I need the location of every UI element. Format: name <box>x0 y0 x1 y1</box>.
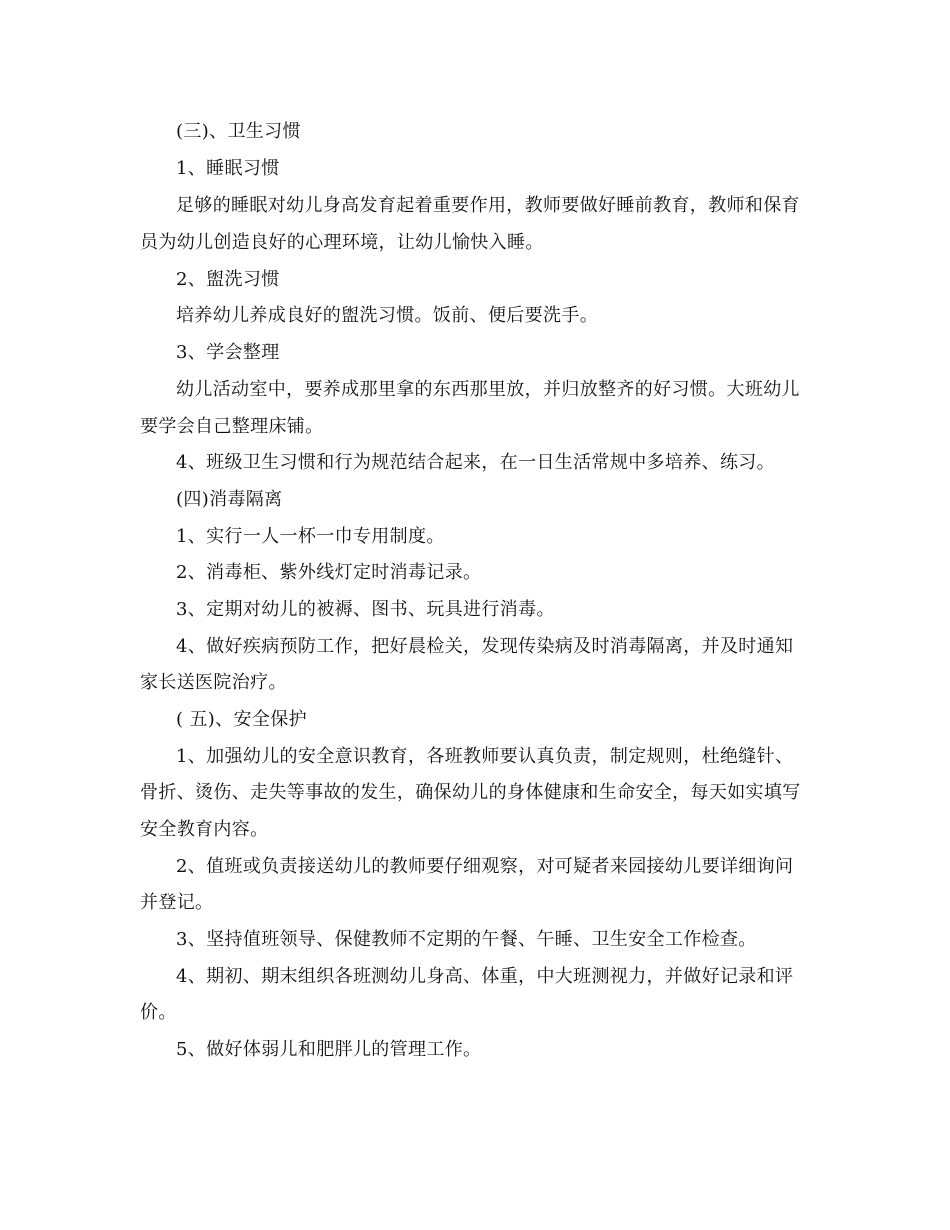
paragraph-line: 员为幼儿创造良好的心理环境，让幼儿愉快入睡。 <box>140 232 544 253</box>
section-heading-hygiene: (三)、卫生习惯 <box>176 121 301 142</box>
paragraph-line: 要学会自己整理床铺。 <box>140 416 324 437</box>
list-item: 2、消毒柜、紫外线灯定时消毒记录。 <box>176 562 482 583</box>
list-item: 4、做好疾病预防工作，把好晨检关，发现传染病及时消毒隔离，并及时通知 <box>176 636 794 657</box>
list-item: 5、做好体弱儿和肥胖儿的管理工作。 <box>176 1039 482 1060</box>
paragraph-line: 价。 <box>140 1002 177 1023</box>
list-item: 2、值班或负责接送幼儿的教师要仔细观察，对可疑者来园接幼儿要详细询问 <box>176 856 794 877</box>
paragraph-line: 安全教育内容。 <box>140 819 269 840</box>
paragraph-line: 骨折、烫伤、走失等事故的发生，确保幼儿的身体健康和生命安全，每天如实填写 <box>140 782 801 803</box>
list-item: 1、加强幼儿的安全意识教育，各班教师要认真负责，制定规则，杜绝缝针、 <box>176 746 794 767</box>
item-tidying: 3、学会整理 <box>176 342 280 363</box>
item-washing-habit: 2、盥洗习惯 <box>176 269 280 290</box>
paragraph-line: 4、班级卫生习惯和行为规范结合起来，在一日生活常规中多培养、练习。 <box>176 452 775 473</box>
paragraph-line: 幼儿活动室中，要养成那里拿的东西那里放，并归放整齐的好习惯。大班幼儿 <box>176 379 800 400</box>
list-item: 3、坚持值班领导、保健教师不定期的午餐、午睡、卫生安全工作检查。 <box>176 929 757 950</box>
paragraph-line: 并登记。 <box>140 892 214 913</box>
list-item: 3、定期对幼儿的被褥、图书、玩具进行消毒。 <box>176 599 555 620</box>
section-heading-disinfection: (四)消毒隔离 <box>176 489 283 510</box>
paragraph-line: 培养幼儿养成良好的盥洗习惯。饭前、便后要洗手。 <box>176 305 599 326</box>
item-sleep-habit: 1、睡眠习惯 <box>176 158 280 179</box>
paragraph-line: 家长送医院治疗。 <box>140 672 287 693</box>
paragraph-line: 足够的睡眠对幼儿身高发育起着重要作用，教师要做好睡前教育，教师和保育 <box>176 195 800 216</box>
section-heading-safety: ( 五)、安全保护 <box>176 709 307 730</box>
list-item: 4、期初、期末组织各班测幼儿身高、体重，中大班测视力，并做好记录和评 <box>176 966 794 987</box>
list-item: 1、实行一人一杯一巾专用制度。 <box>176 526 445 547</box>
